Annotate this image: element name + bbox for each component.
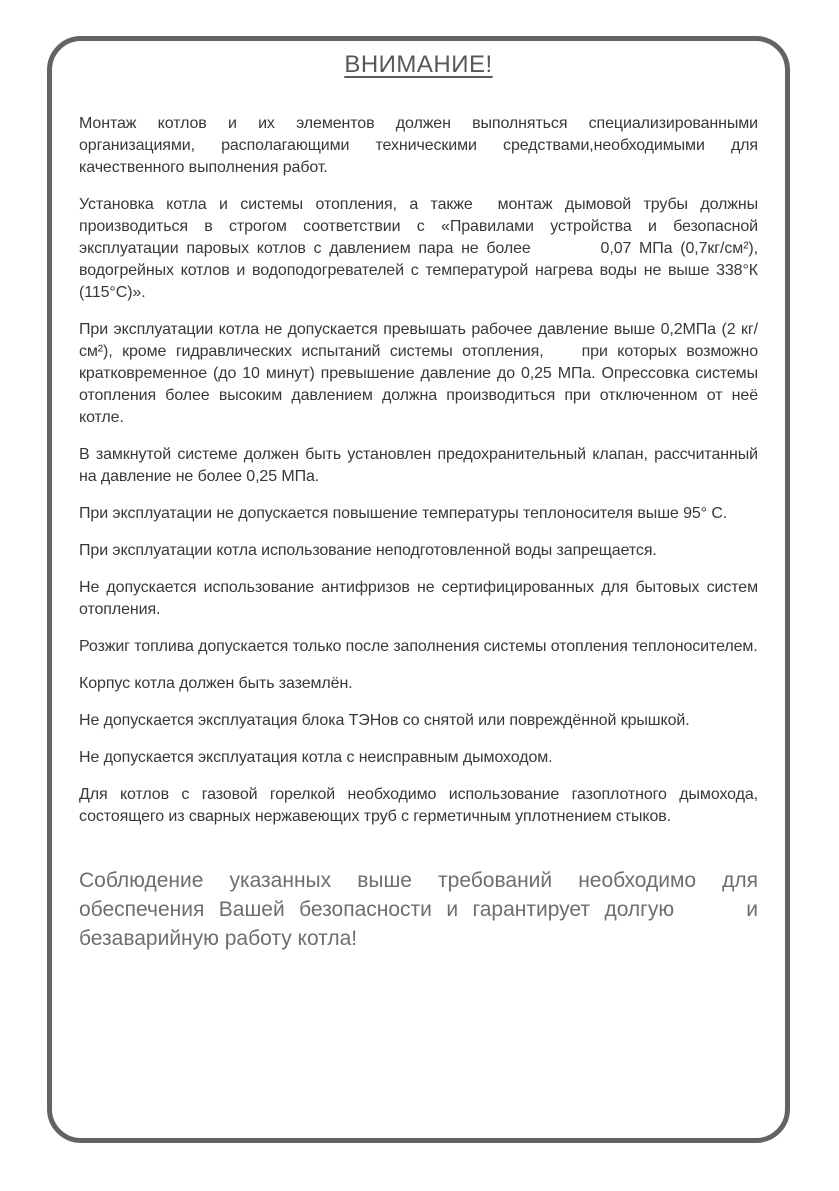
paragraph-working-pressure: При эксплуатации котла не допускается превышать рабочее давление выше 0,2МПа (2 кг/см²), кроме гидравлических испытаний системы отопления, при которых возможно кратковременное (до 10 минут) превышение давление до 0,25 МПа. Опрессовка системы отопления более высоким давлением должна производиться при отключенном от неё котле. xyxy=(79,321,758,426)
paragraph-faulty-chimney: Не допускается эксплуатация котла с неисправным дымоходом. xyxy=(79,749,553,766)
warning-notice-box xyxy=(47,36,790,1143)
paragraph-grounding: Корпус котла должен быть заземлён. xyxy=(79,675,353,692)
paragraph-heater-block-cover: Не допускается эксплуатация блока ТЭНов со снятой или повреждённой крышкой. xyxy=(79,712,690,729)
paragraph-gas-burner-chimney: Для котлов с газовой горелкой необходимо использование газоплотного дымохода, состоящего из сварных нержавеющих труб с герметичным уплотнением стыков. xyxy=(79,786,758,825)
paragraph-max-temperature: При эксплуатации не допускается повышение температуры теплоносителя выше 95° С. xyxy=(79,505,728,522)
paragraph-montage: Монтаж котлов и их элементов должен выполняться специализированными организациями, располагающими техническими средствами,необходимыми для качественного выполнения работ. xyxy=(79,115,758,176)
page-title: ВНИМАНИЕ! xyxy=(344,51,493,78)
paragraph-safety-valve: В замкнутой системе должен быть установлен предохранительный клапан, рассчитанный на давление не более 0,25 МПа. xyxy=(79,446,758,485)
paragraph-untreated-water: При эксплуатации котла использование неподготовленной воды запрещается. xyxy=(79,542,657,559)
paragraph-antifreeze: Не допускается использование антифризов не сертифицированных для бытовых систем отопления. xyxy=(79,579,758,618)
paragraph-installation-rules: Установка котла и системы отопления, а также монтаж дымовой трубы должны производиться в строгом соответствии с «Правилами устройства и безопасной эксплуатации паровых котлов с давлением пара не более 0,07 МПа (0,7кг/см²), водогрейных котлов и водоподогревателей с температурой нагрева воды не выше 338°К (115°С)». xyxy=(79,196,758,301)
closing-statement: Соблюдение указанных выше требований необходимо для обеспечения Вашей безопасности и гарантирует долгую и безаварийную работу котла! xyxy=(79,869,758,950)
paragraph-fuel-ignition: Розжиг топлива допускается только после заполнения системы отопления теплоносителем. xyxy=(79,638,758,655)
